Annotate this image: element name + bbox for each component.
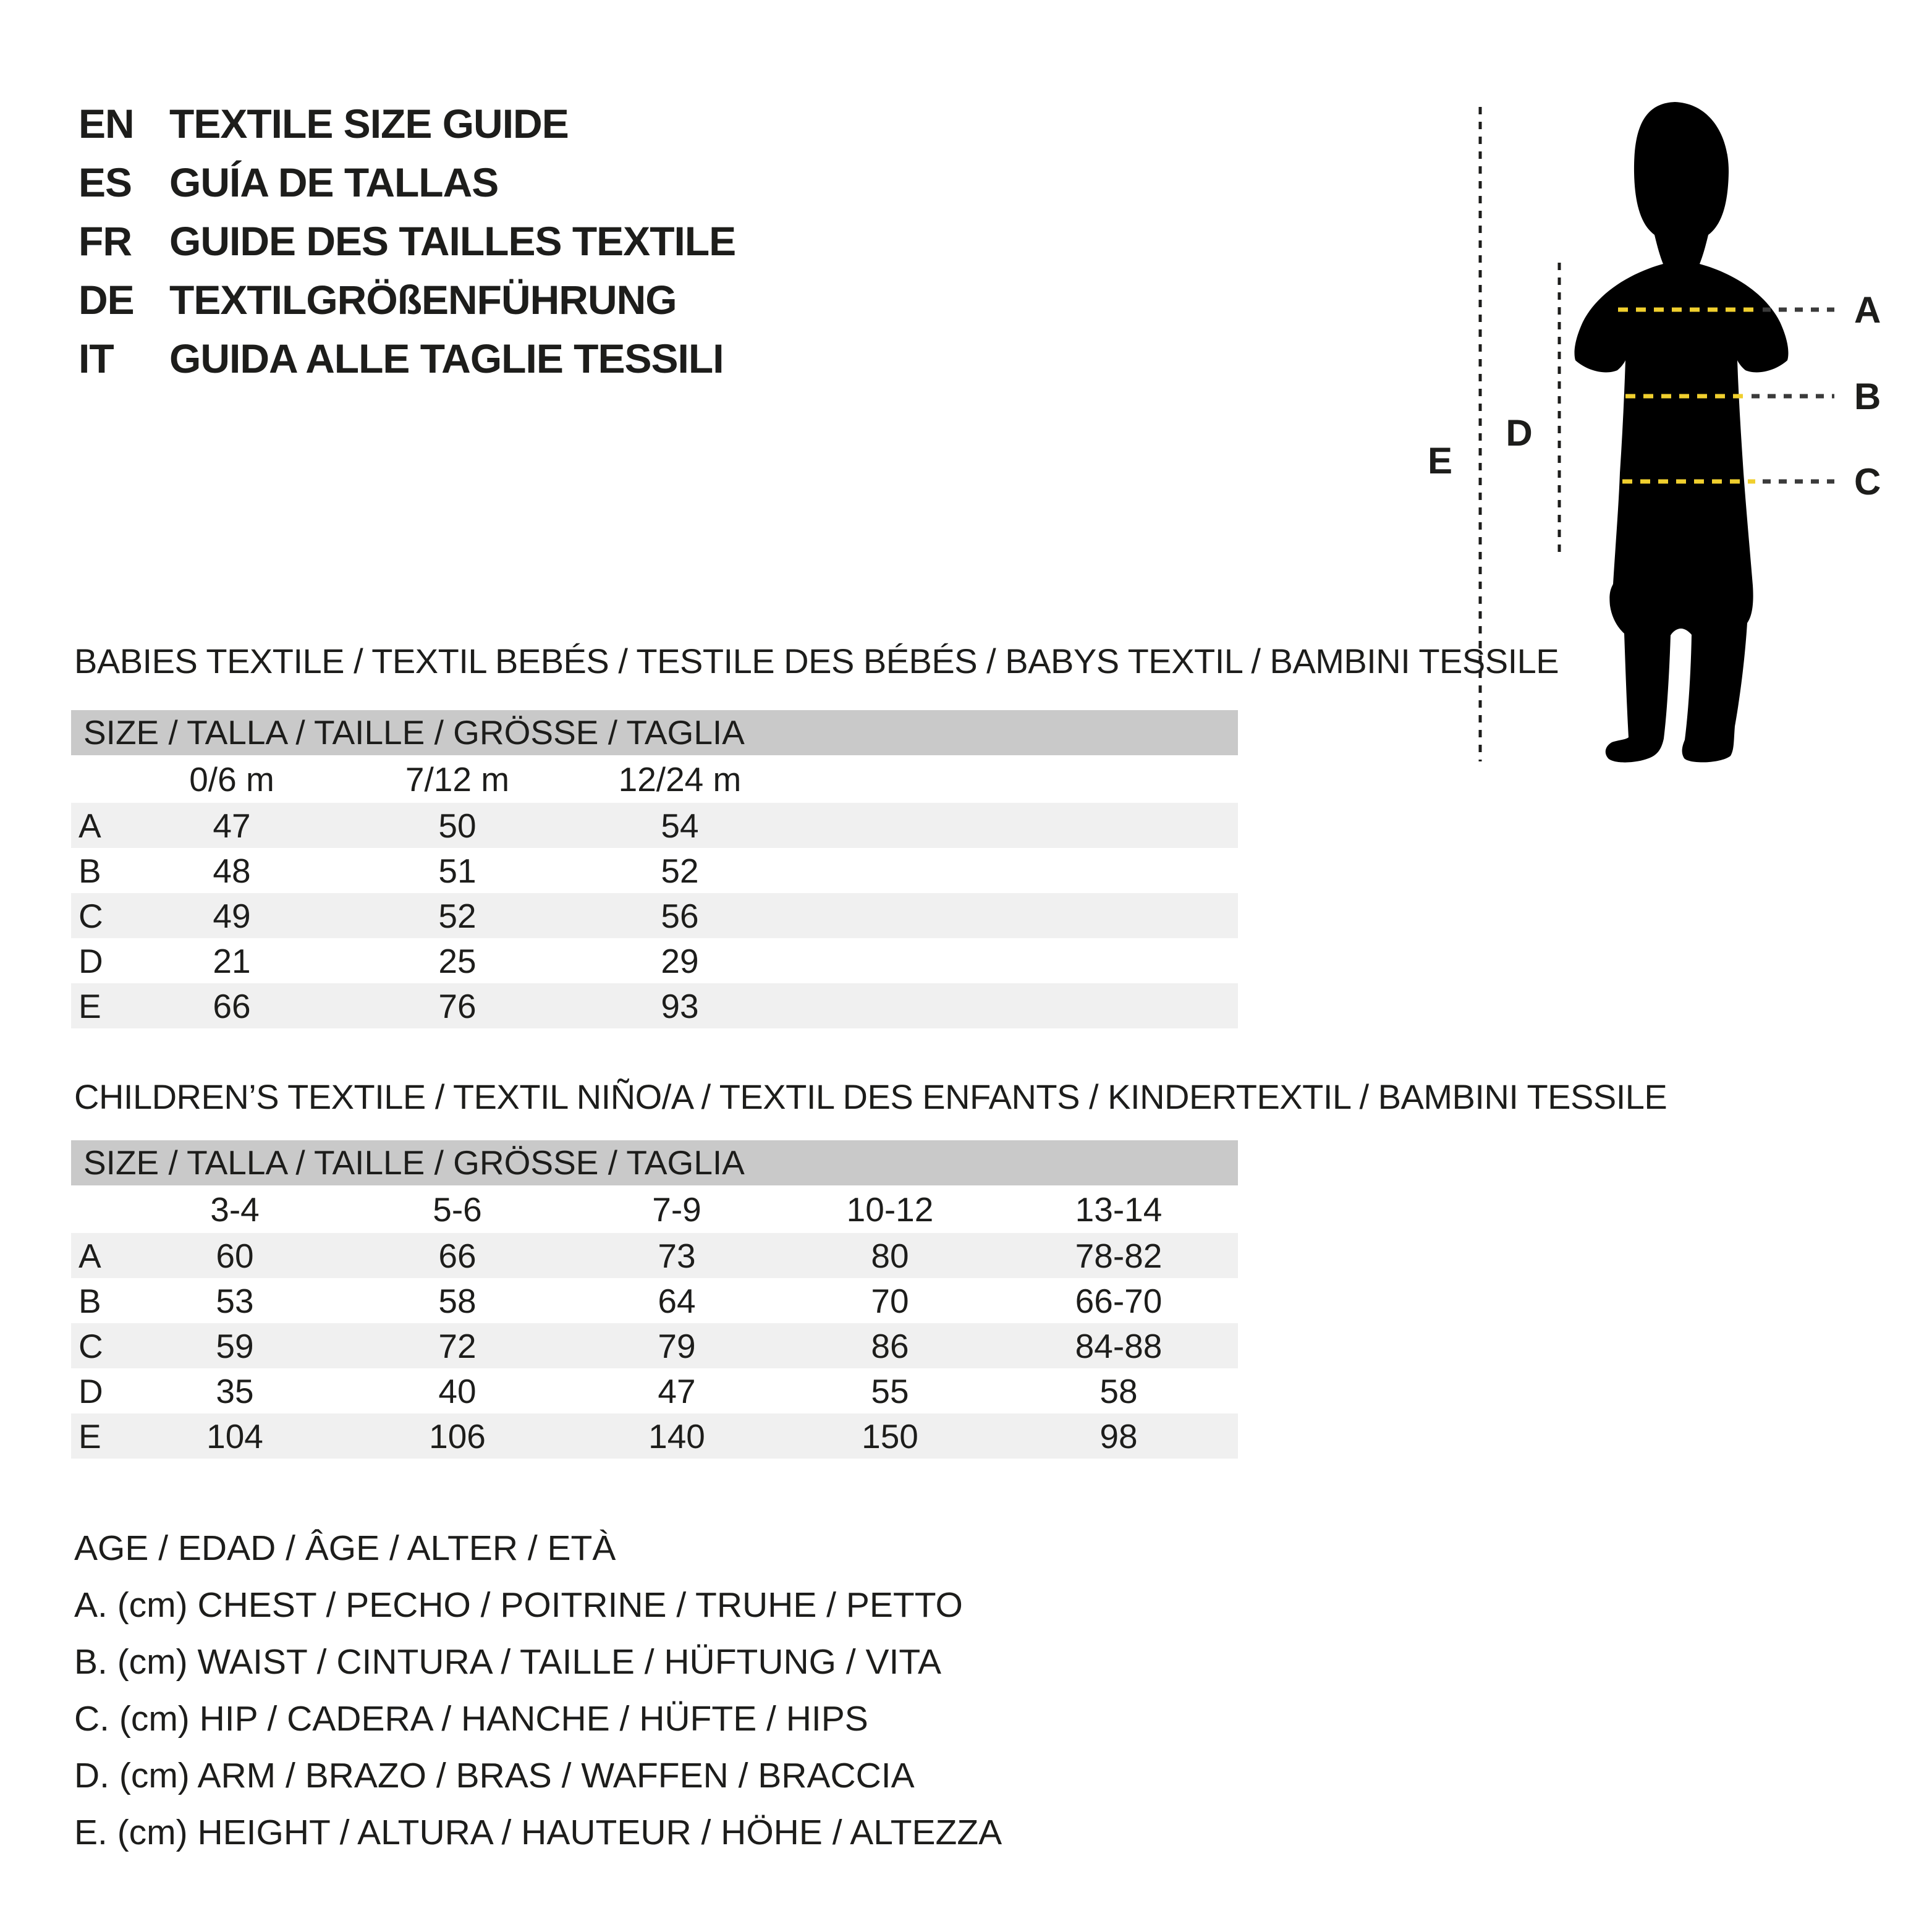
legend-line-age: AGE / EDAD / ÂGE / ALTER / ETÀ <box>74 1528 616 1568</box>
language-list <box>78 94 735 388</box>
babies-size-table <box>71 710 1238 1028</box>
table-cell: 150 <box>862 1417 918 1455</box>
table-cell: 72 <box>438 1326 477 1365</box>
language-title: GUIDE DES TAILLES TEXTILE <box>169 218 736 264</box>
legend-line-hip: C. (cm) HIP / CADERA / HANCHE / HÜFTE / HIPS <box>74 1699 868 1739</box>
legend-line-chest: A. (cm) CHEST / PECHO / POITRINE / TRUHE / PETTO <box>74 1585 963 1625</box>
table-cell: 98 <box>1099 1417 1138 1455</box>
legend-line-height: E. (cm) HEIGHT / ALTURA / HAUTEUR / HÖHE / ALTEZZA <box>74 1813 1002 1852</box>
table-cell: 104 <box>206 1417 263 1455</box>
table-cell: 49 <box>213 896 251 935</box>
figure-label-a: A <box>1854 289 1881 331</box>
figure-label-c: C <box>1854 461 1881 502</box>
children-column-header-row <box>71 1185 1238 1233</box>
language-title: TEXTILE SIZE GUIDE <box>169 100 569 146</box>
row-label: C <box>78 1326 103 1365</box>
table-row <box>71 938 1238 983</box>
legend-line-arm: D. (cm) ARM / BRAZO / BRAS / WAFFEN / BRACCIA <box>74 1756 915 1795</box>
column-header: 13-14 <box>1075 1190 1163 1229</box>
measurement-legend <box>74 1520 1002 1861</box>
table-cell: 58 <box>1099 1371 1138 1410</box>
children-section-heading: CHILDREN’S TEXTILE / TEXTIL NIÑO/A / TEXTIL DES ENFANTS / KINDERTEXTIL / BAMBINI TESSILE <box>74 1077 1667 1116</box>
language-row <box>78 153 735 211</box>
table-row <box>71 983 1238 1028</box>
row-label: E <box>78 986 101 1025</box>
table-cell: 70 <box>871 1281 909 1320</box>
table-cell: 78-82 <box>1075 1236 1163 1275</box>
language-title: GUIDA ALLE TAGLIE TESSILI <box>169 335 724 381</box>
row-label: C <box>78 896 103 935</box>
table-row <box>71 848 1238 893</box>
table-cell: 35 <box>216 1371 254 1410</box>
row-label: A <box>78 806 101 845</box>
table-cell: 55 <box>871 1371 909 1410</box>
table-cell: 50 <box>438 806 477 845</box>
children-size-table <box>71 1140 1238 1459</box>
measurement-figure <box>1360 74 1932 853</box>
table-cell: 64 <box>658 1281 696 1320</box>
table-row <box>71 1368 1238 1413</box>
row-label: D <box>78 1371 103 1410</box>
language-code: EN <box>78 100 134 146</box>
table-row <box>71 803 1238 848</box>
language-row <box>78 329 735 388</box>
language-code: IT <box>78 335 114 381</box>
row-label: B <box>78 1281 101 1320</box>
table-cell: 86 <box>871 1326 909 1365</box>
table-cell: 40 <box>438 1371 477 1410</box>
table-cell: 80 <box>871 1236 909 1275</box>
table-cell: 56 <box>661 896 699 935</box>
table-cell: 58 <box>438 1281 477 1320</box>
figure-label-d: D <box>1506 412 1533 454</box>
language-code: FR <box>78 218 132 264</box>
table-cell: 48 <box>213 851 251 890</box>
table-cell: 53 <box>216 1281 254 1320</box>
row-label: E <box>78 1417 101 1455</box>
row-label: A <box>78 1236 101 1275</box>
table-row <box>71 893 1238 938</box>
table-cell: 84-88 <box>1075 1326 1163 1365</box>
column-header: 12/24 m <box>618 760 742 799</box>
column-header: 7/12 m <box>405 760 510 799</box>
babies-section-heading: BABIES TEXTILE / TEXTIL BEBÉS / TESTILE DES BÉBÉS / BABYS TEXTIL / BAMBINI TESSILE <box>74 642 1559 680</box>
language-code: ES <box>78 159 132 205</box>
row-label: D <box>78 941 103 980</box>
table-cell: 52 <box>661 851 699 890</box>
table-cell: 66-70 <box>1075 1281 1163 1320</box>
table-cell: 106 <box>429 1417 486 1455</box>
table-cell: 66 <box>213 986 251 1025</box>
table-cell: 51 <box>438 851 477 890</box>
size-header-bar: SIZE / TALLA / TAILLE / GRÖSSE / TAGLIA <box>71 1140 1238 1185</box>
language-row <box>78 270 735 329</box>
row-label: B <box>78 851 101 890</box>
column-header: 3-4 <box>210 1190 260 1229</box>
column-header: 10-12 <box>846 1190 934 1229</box>
table-cell: 79 <box>658 1326 696 1365</box>
table-row <box>71 1413 1238 1459</box>
table-cell: 66 <box>438 1236 477 1275</box>
language-row <box>78 94 735 153</box>
size-header-bar: SIZE / TALLA / TAILLE / GRÖSSE / TAGLIA <box>71 710 1238 755</box>
language-code: DE <box>78 276 134 323</box>
language-row <box>78 211 735 270</box>
table-cell: 52 <box>438 896 477 935</box>
table-cell: 29 <box>661 941 699 980</box>
child-silhouette-icon <box>1575 102 1789 763</box>
table-cell: 140 <box>648 1417 705 1455</box>
babies-column-header-row <box>71 755 1238 803</box>
column-header: 7-9 <box>652 1190 701 1229</box>
legend-line-waist: B. (cm) WAIST / CINTURA / TAILLE / HÜFTUNG / VITA <box>74 1642 941 1682</box>
table-cell: 54 <box>661 806 699 845</box>
table-cell: 59 <box>216 1326 254 1365</box>
column-header: 5-6 <box>433 1190 482 1229</box>
table-row <box>71 1323 1238 1368</box>
figure-label-e: E <box>1427 440 1453 481</box>
table-cell: 93 <box>661 986 699 1025</box>
table-cell: 76 <box>438 986 477 1025</box>
table-cell: 60 <box>216 1236 254 1275</box>
table-row <box>71 1233 1238 1278</box>
table-row <box>71 1278 1238 1323</box>
language-title: TEXTILGRÖßENFÜHRUNG <box>169 276 677 323</box>
table-cell: 25 <box>438 941 477 980</box>
table-cell: 73 <box>658 1236 696 1275</box>
language-title: GUÍA DE TALLAS <box>169 159 499 205</box>
column-header: 0/6 m <box>189 760 274 799</box>
table-cell: 47 <box>658 1371 696 1410</box>
table-cell: 47 <box>213 806 251 845</box>
figure-label-b: B <box>1854 376 1881 417</box>
table-cell: 21 <box>213 941 251 980</box>
